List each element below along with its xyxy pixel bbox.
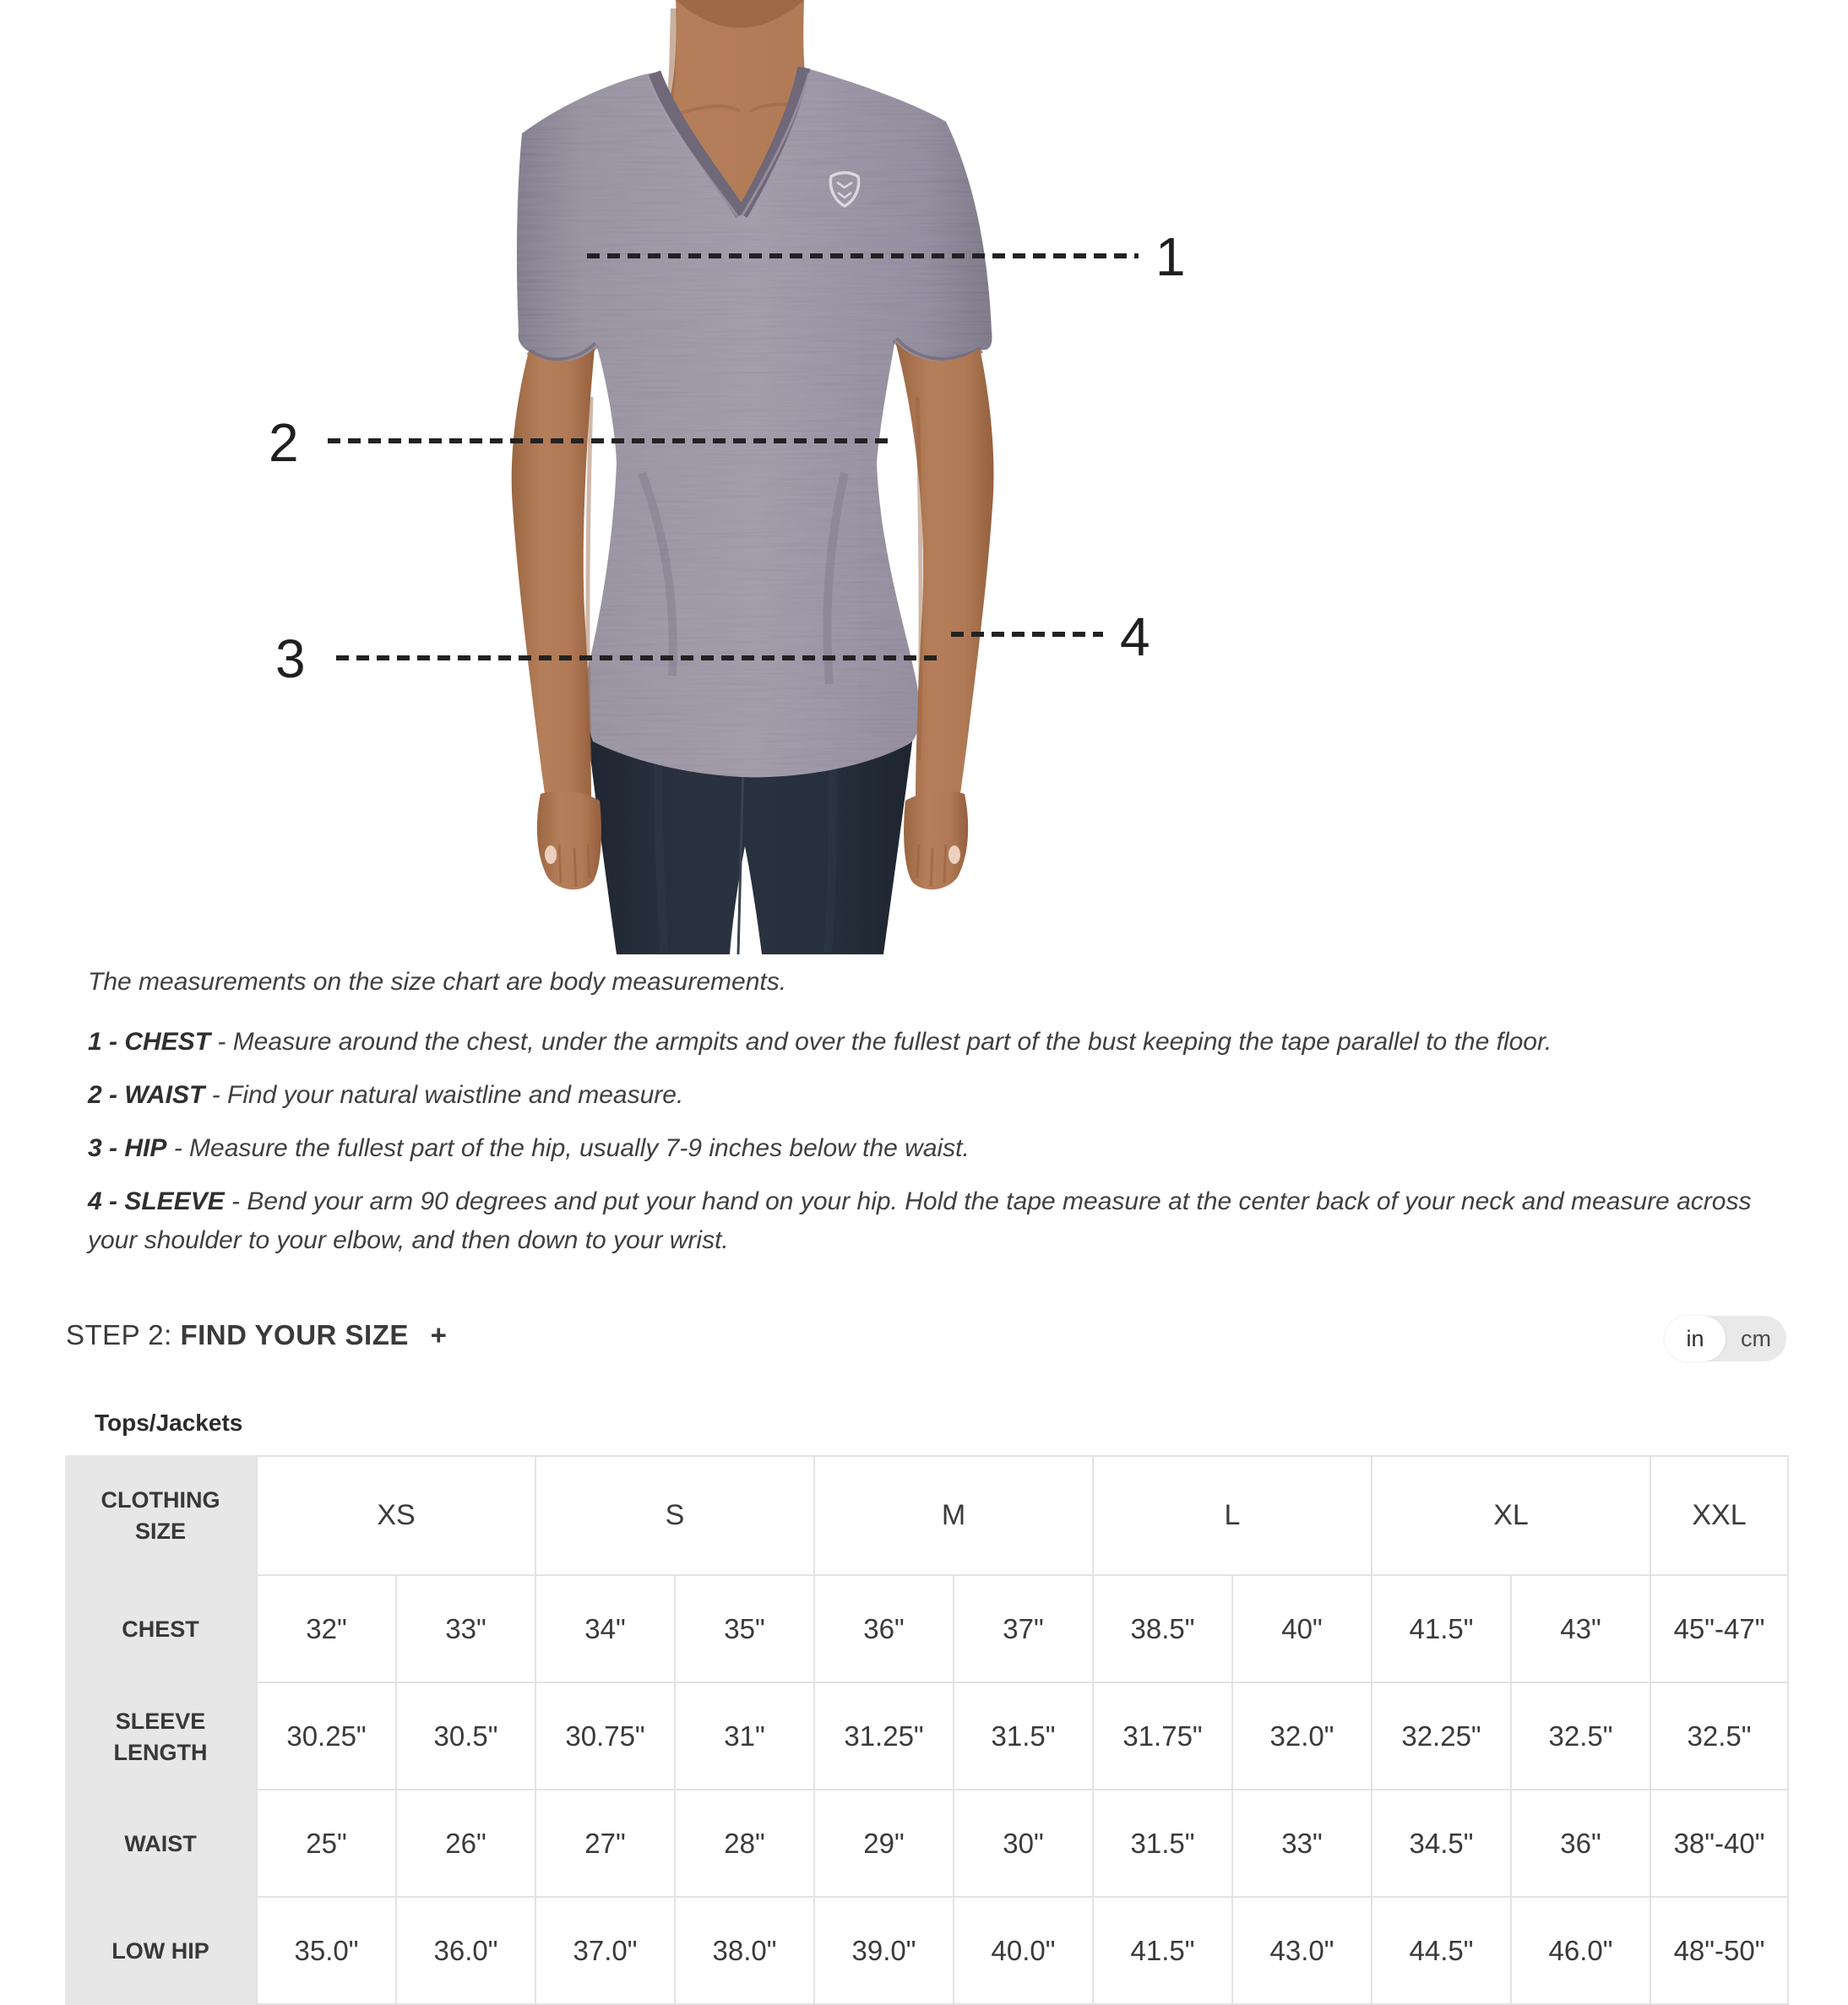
table-cell: 37.0" xyxy=(535,1898,674,2005)
model-photo xyxy=(0,0,1848,954)
table-cell: 45"-47" xyxy=(1650,1576,1789,1683)
table-cell: 37" xyxy=(953,1576,1092,1683)
unit-option-in[interactable]: in xyxy=(1665,1316,1726,1361)
table-cell: 33" xyxy=(1231,1790,1371,1898)
table-cell: 38.0" xyxy=(674,1898,813,2005)
measurement-number-4: 4 xyxy=(1120,606,1150,667)
size-table xyxy=(65,1455,1789,2005)
table-cell: 30" xyxy=(953,1790,1092,1898)
table-corner-header: CLOTHING SIZE xyxy=(65,1455,256,1576)
table-cell: 30.25" xyxy=(256,1683,395,1790)
table-cell: 31" xyxy=(674,1683,813,1790)
table-cell: 25" xyxy=(256,1790,395,1898)
table-cell: 33" xyxy=(395,1576,535,1683)
table-cell: 36.0" xyxy=(395,1898,535,2005)
table-cell: 28" xyxy=(674,1790,813,1898)
unit-toggle[interactable] xyxy=(1665,1316,1786,1361)
table-cell: 32.25" xyxy=(1371,1683,1510,1790)
table-cell: 31.75" xyxy=(1092,1683,1231,1790)
measurement-number-2: 2 xyxy=(269,412,299,473)
table-cell: 26" xyxy=(395,1790,535,1898)
measurement-note xyxy=(88,1129,1777,1168)
table-cell: 39.0" xyxy=(813,1898,953,2005)
tops-jackets-label: Tops/Jackets xyxy=(95,1410,243,1436)
table-cell: 34.5" xyxy=(1371,1790,1510,1898)
table-cell: 35" xyxy=(674,1576,813,1683)
table-cell: 34" xyxy=(535,1576,674,1683)
table-cell: 41.5" xyxy=(1371,1576,1510,1683)
step2-heading xyxy=(66,1319,447,1351)
table-cell: 29" xyxy=(813,1790,953,1898)
table-cell: 40" xyxy=(1231,1576,1371,1683)
measurement-note xyxy=(88,1023,1777,1062)
table-cell: 35.0" xyxy=(256,1898,395,2005)
size-column-header: L xyxy=(1092,1455,1371,1576)
size-column-header: S xyxy=(535,1455,813,1576)
table-cell: 30.75" xyxy=(535,1683,674,1790)
table-cell: 44.5" xyxy=(1371,1898,1510,2005)
table-cell: 32" xyxy=(256,1576,395,1683)
table-cell: 32.5" xyxy=(1650,1683,1789,1790)
table-cell: 46.0" xyxy=(1510,1898,1650,2005)
row-header-sleeve-length: SLEEVE LENGTH xyxy=(65,1683,256,1790)
notes-intro: The measurements on the size chart are body measurements. xyxy=(88,968,787,996)
table-cell: 36" xyxy=(1510,1790,1650,1898)
measurement-number-3: 3 xyxy=(275,628,306,689)
table-cell: 41.5" xyxy=(1092,1898,1231,2005)
table-cell: 27" xyxy=(535,1790,674,1898)
size-column-header: XL xyxy=(1371,1455,1650,1576)
note-label: 1 - CHEST xyxy=(88,1028,211,1056)
note-label: 2 - WAIST xyxy=(88,1081,205,1109)
size-column-header: XXL xyxy=(1650,1455,1789,1576)
note-label: 3 - HIP xyxy=(88,1134,167,1162)
step2-prefix: STEP 2: xyxy=(66,1319,172,1350)
expand-size-chart-button[interactable]: + xyxy=(430,1319,448,1350)
row-header-chest: CHEST xyxy=(65,1576,256,1683)
table-cell: 40.0" xyxy=(953,1898,1092,2005)
row-header-waist: WAIST xyxy=(65,1790,256,1898)
unit-option-cm[interactable]: cm xyxy=(1741,1326,1771,1351)
table-cell: 30.5" xyxy=(395,1683,535,1790)
table-cell: 31.25" xyxy=(813,1683,953,1790)
measurement-number-1: 1 xyxy=(1155,226,1186,287)
measurement-notes-list xyxy=(88,1023,1777,1260)
note-desc: - Measure the fullest part of the hip, usually 7-9 inches below the waist. xyxy=(166,1134,970,1162)
measurement-note xyxy=(88,1182,1777,1260)
row-header-low-hip: LOW HIP xyxy=(65,1898,256,2005)
note-label: 4 - SLEEVE xyxy=(88,1187,225,1215)
step2-header-row xyxy=(0,1314,1848,1365)
measurement-note xyxy=(88,1076,1777,1115)
table-cell: 43" xyxy=(1510,1576,1650,1683)
measurement-notes xyxy=(88,968,1777,1274)
size-column-header: XS xyxy=(256,1455,535,1576)
note-desc: - Bend your arm 90 degrees and put your hand on your hip. Hold the tape measure at the center back of your neck and measure across your shoulder to your elbow, and then down to your wrist. xyxy=(88,1187,1752,1254)
table-cell: 31.5" xyxy=(1092,1790,1231,1898)
table-cell: 31.5" xyxy=(953,1683,1092,1790)
table-cell: 43.0" xyxy=(1231,1898,1371,2005)
table-cell: 36" xyxy=(813,1576,953,1683)
table-cell: 32.5" xyxy=(1510,1683,1650,1790)
table-cell: 38.5" xyxy=(1092,1576,1231,1683)
table-cell: 32.0" xyxy=(1231,1683,1371,1790)
size-guide-photo xyxy=(0,0,1848,954)
size-column-header: M xyxy=(813,1455,1092,1576)
step2-title: FIND YOUR SIZE xyxy=(180,1319,409,1350)
note-desc: - Find your natural waistline and measure. xyxy=(204,1081,684,1109)
note-desc: - Measure around the chest, under the armpits and over the fullest part of the bust keeping the tape parallel to the floor. xyxy=(210,1028,1552,1056)
table-cell: 48"-50" xyxy=(1650,1898,1789,2005)
table-cell: 38"-40" xyxy=(1650,1790,1789,1898)
